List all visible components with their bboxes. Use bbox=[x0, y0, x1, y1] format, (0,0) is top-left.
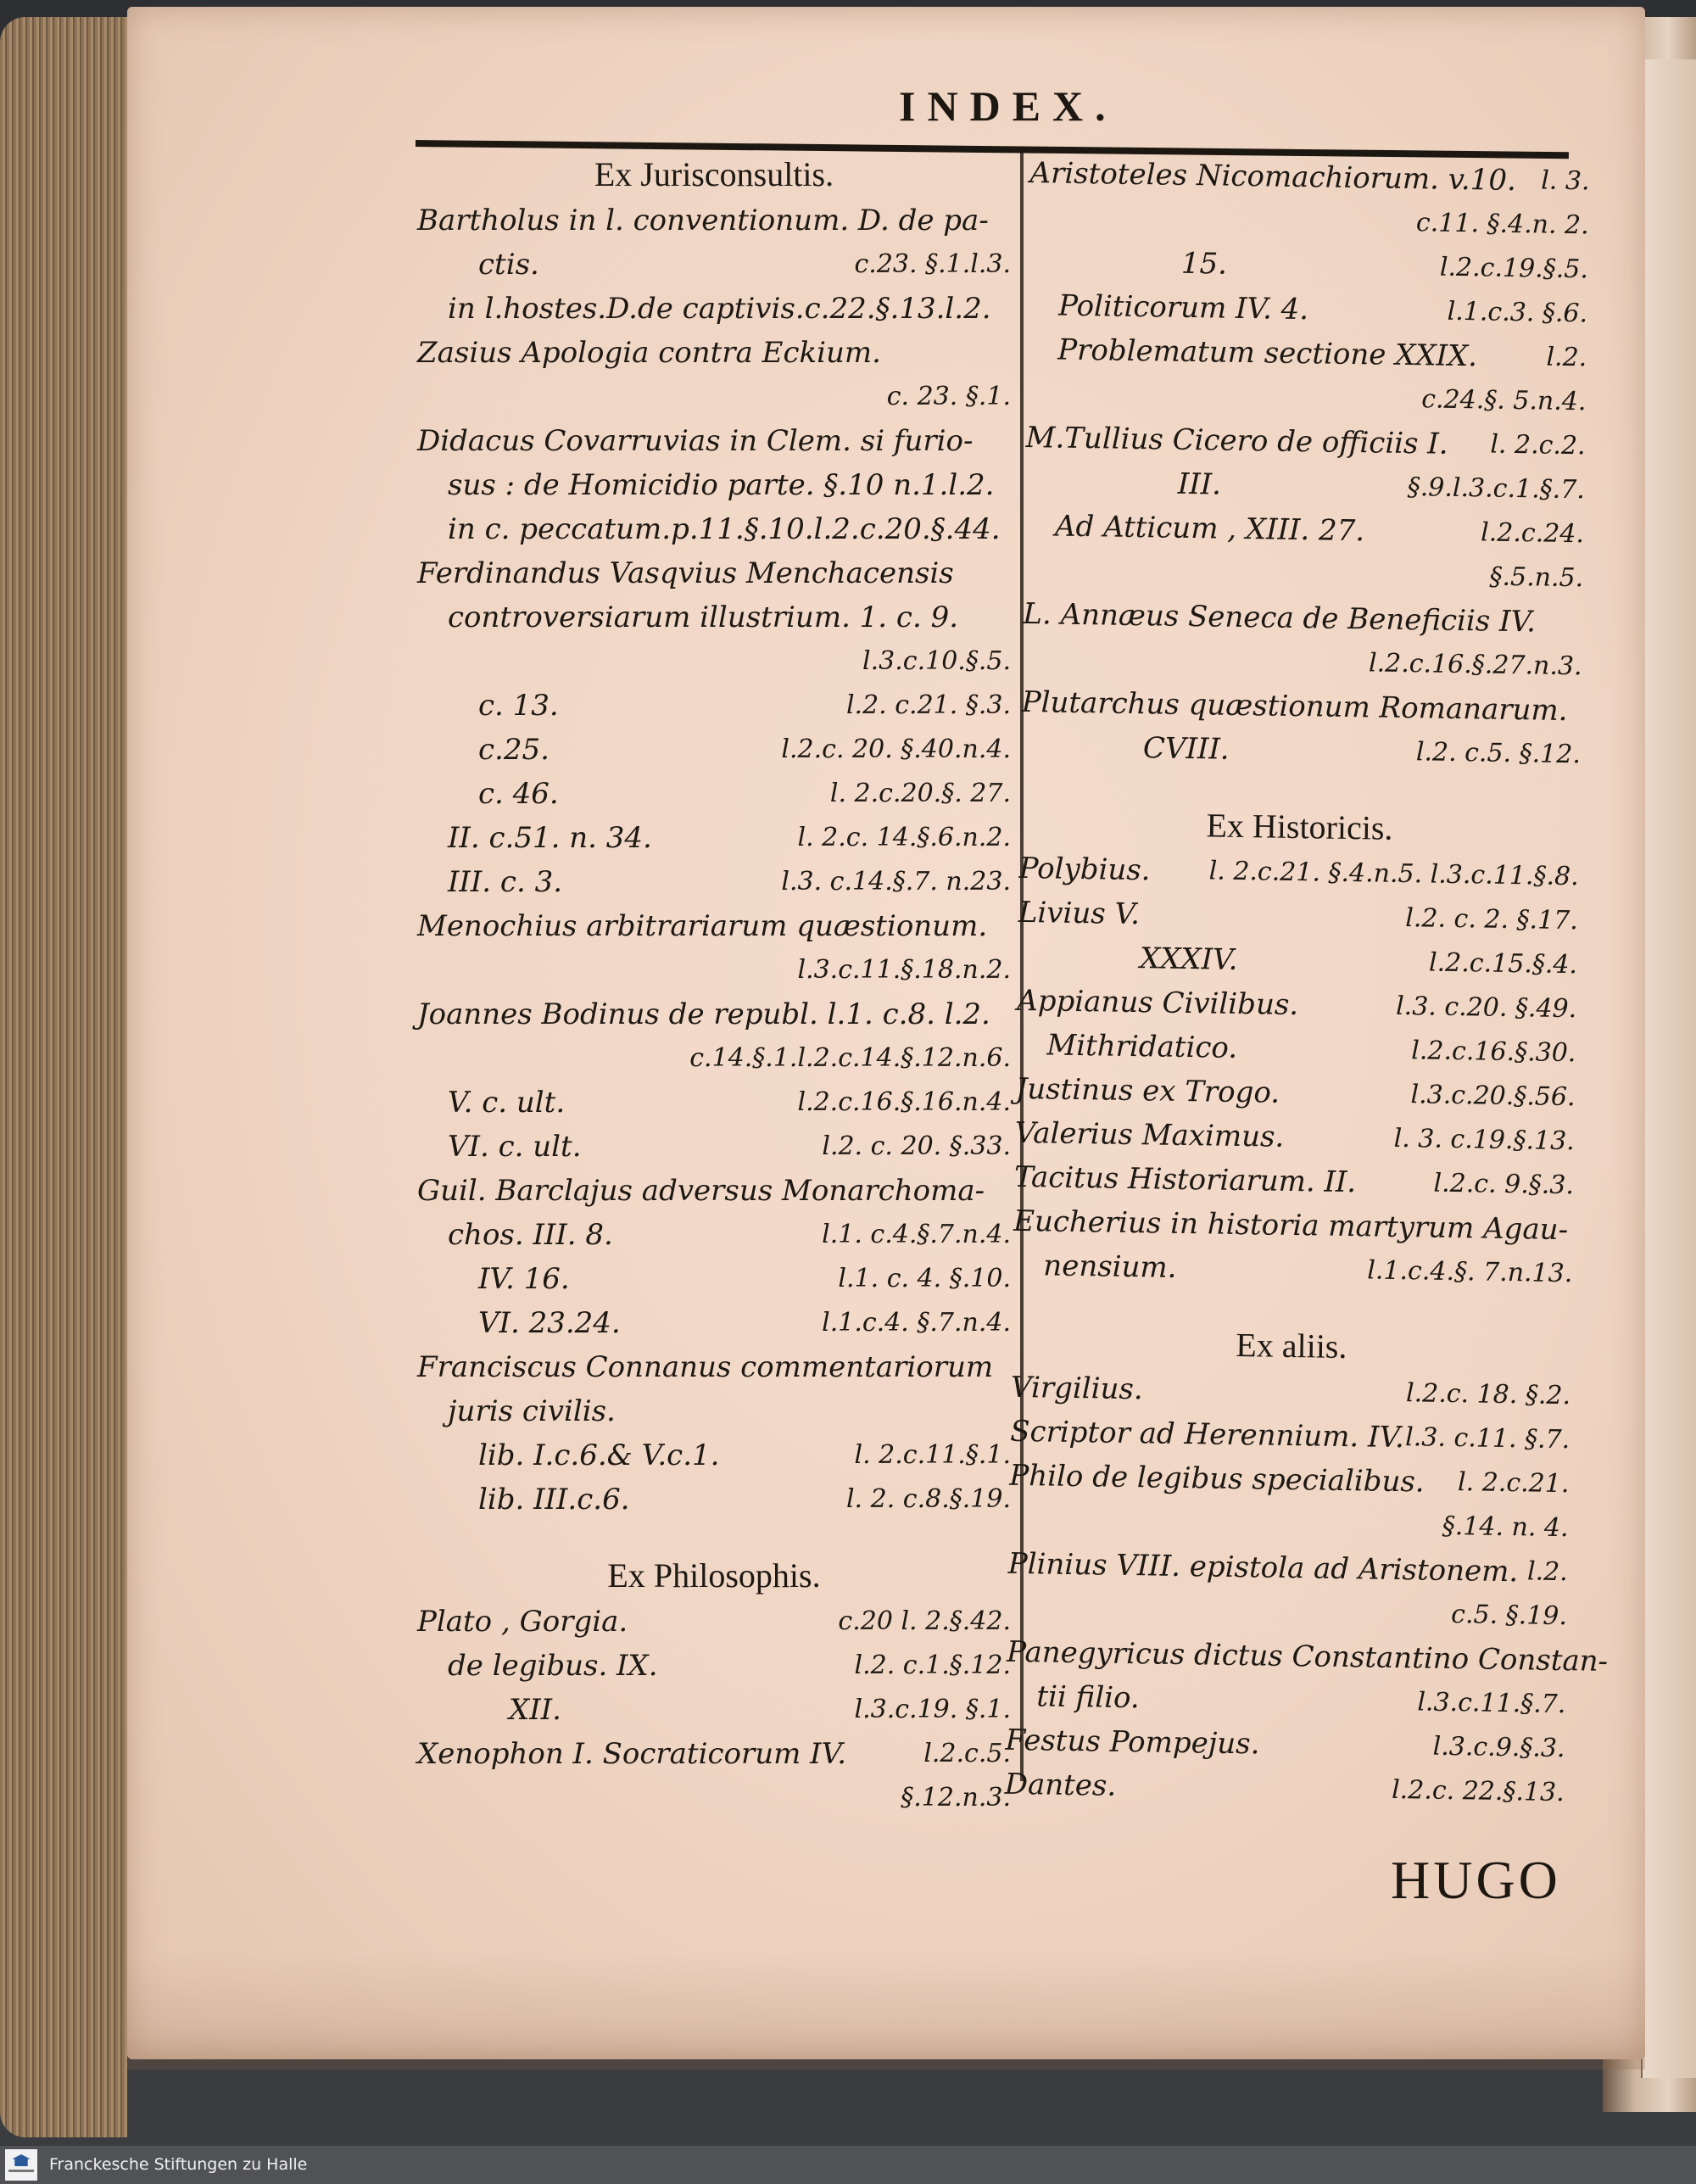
index-entry bbox=[417, 1644, 1011, 1688]
index-entry bbox=[417, 375, 1011, 419]
entry-reference: l.1.c.4.§. 7.n.13. bbox=[1367, 1255, 1573, 1289]
entry-reference: l.3. c.20. §.49. bbox=[1395, 991, 1577, 1025]
entry-reference: l.1. c.4.§.7.n.4. bbox=[822, 1220, 1011, 1249]
entry-title: Dantes. bbox=[1004, 1767, 1117, 1803]
entry-title: Eucherius in historia martyrum Agau- bbox=[1013, 1204, 1569, 1248]
index-column-left bbox=[417, 151, 1011, 1820]
entry-reference: l.1.c.3. §.6. bbox=[1447, 296, 1588, 329]
index-entry bbox=[417, 1345, 1011, 1389]
entry-title: 15. bbox=[1180, 246, 1228, 282]
entry-title: Franciscus Connanus commentariorum bbox=[417, 1350, 994, 1384]
index-entry bbox=[417, 1600, 1011, 1644]
entry-title: c. 46. bbox=[478, 777, 559, 811]
entry-title: Virgilius. bbox=[1010, 1370, 1144, 1407]
index-entry bbox=[1021, 724, 1582, 777]
entry-title: Didacus Covarruvias in Clem. si furio- bbox=[417, 424, 974, 458]
entry-title: Bartholus in l. conventionum. D. de pa- bbox=[417, 204, 989, 237]
entry-title: CVIII. bbox=[1142, 731, 1230, 767]
entry-reference: l.2.c.5. bbox=[923, 1739, 1011, 1768]
franckesche-stiftungen-logo-icon bbox=[5, 2149, 37, 2181]
index-entry bbox=[417, 198, 1011, 243]
index-entry bbox=[417, 816, 1011, 860]
section-heading: Ex Jurisconsultis. bbox=[594, 155, 834, 193]
index-entry bbox=[417, 1213, 1011, 1257]
entry-reference: l.2. c. 20. §.33. bbox=[822, 1131, 1011, 1161]
index-entry bbox=[417, 1301, 1011, 1345]
entry-title: Politicorum IV. 4. bbox=[1057, 288, 1309, 327]
entry-reference: l. 3. bbox=[1540, 165, 1590, 197]
entry-title: Aristoteles Nicomachiorum. v.10. bbox=[1029, 155, 1517, 198]
index-entry bbox=[417, 595, 1011, 640]
entry-reference: l. 2.c.20.§. 27. bbox=[829, 779, 1011, 808]
index-entry bbox=[417, 772, 1011, 816]
index-entry bbox=[417, 1081, 1011, 1125]
entry-reference: §.9.l.3.c.1.§.7. bbox=[1407, 472, 1586, 506]
section-spacer bbox=[417, 1522, 1011, 1552]
entry-reference: l.2. c.5. §.12. bbox=[1415, 737, 1582, 770]
entry-title: Mithridatico. bbox=[1046, 1028, 1238, 1065]
entry-title: IV. 16. bbox=[478, 1262, 570, 1296]
page-shadow bbox=[127, 1951, 1645, 2069]
index-entry bbox=[417, 1169, 1011, 1213]
entry-title: lib. I.c.6.& V.c.1. bbox=[478, 1438, 720, 1472]
entry-title: Festus Pompejus. bbox=[1005, 1723, 1260, 1762]
entry-reference: l.3.c.11.§.7. bbox=[1417, 1687, 1566, 1720]
entry-title: Tacitus Historiarum. II. bbox=[1013, 1159, 1357, 1200]
entry-reference: l.2.c. 22.§.13. bbox=[1391, 1774, 1565, 1808]
entry-reference: l. 2.c.21. §.4.n.5. l.3.c.11.§.8. bbox=[1208, 856, 1579, 892]
entry-title: Plinius VIII. epistola ad Aristonem. bbox=[1007, 1546, 1519, 1589]
index-entry bbox=[417, 904, 1011, 948]
catchword: HUGO bbox=[1391, 1850, 1561, 1910]
entry-reference: §.14. n. 4. bbox=[1442, 1511, 1569, 1544]
entry-title: chos. III. 8. bbox=[448, 1218, 613, 1252]
index-entry bbox=[417, 1257, 1011, 1301]
entry-reference: l.2.c.15.§.4. bbox=[1428, 947, 1578, 980]
entry-reference: l. 2.c.2. bbox=[1490, 429, 1586, 461]
entry-reference: l. 2.c.21. bbox=[1457, 1467, 1570, 1500]
entry-reference: l.3.c.11.§.18.n.2. bbox=[797, 955, 1011, 985]
footer-credit: Franckesche Stiftungen zu Halle bbox=[49, 2155, 308, 2174]
index-entry bbox=[417, 1389, 1011, 1433]
index-entry bbox=[417, 684, 1011, 728]
index-entry bbox=[417, 243, 1011, 287]
index-entry bbox=[417, 419, 1011, 463]
entry-title: Xenophon I. Socraticorum IV. bbox=[417, 1737, 846, 1771]
entry-reference: l.2. bbox=[1526, 1556, 1569, 1588]
entry-reference: l.2.c.16.§.30. bbox=[1411, 1036, 1576, 1069]
index-entry bbox=[417, 1433, 1011, 1477]
entry-reference: l.1. c. 4. §.10. bbox=[838, 1264, 1011, 1293]
entry-title: III. c. 3. bbox=[448, 865, 563, 899]
entry-reference: l.2.c.16.§.27.n.3. bbox=[1368, 648, 1582, 682]
index-entry bbox=[417, 463, 1011, 507]
entry-title: Ad Atticum , XIII. 27. bbox=[1054, 509, 1365, 549]
entry-reference: l.2.c.24. bbox=[1480, 517, 1585, 550]
entry-title: M.Tullius Cicero de officiis I. bbox=[1025, 420, 1448, 461]
entry-reference: l.2.c.19.§.5. bbox=[1439, 252, 1589, 285]
entry-reference: §.12.n.3. bbox=[901, 1783, 1011, 1813]
running-head: INDEX. bbox=[899, 82, 1118, 130]
entry-title: Scriptor ad Herennium. IV. bbox=[1009, 1414, 1405, 1455]
entry-reference: l.1.c.4. §.7.n.4. bbox=[822, 1308, 1011, 1338]
index-entry bbox=[417, 287, 1011, 331]
entry-title: XXXIV. bbox=[1139, 941, 1238, 977]
entry-title: II. c.51. n. 34. bbox=[448, 821, 652, 855]
entry-title: ctis. bbox=[478, 248, 539, 282]
index-entry bbox=[417, 1477, 1011, 1522]
index-entry bbox=[417, 1036, 1011, 1081]
entry-title: lib. III.c.6. bbox=[478, 1483, 630, 1517]
entry-reference: l. 3. c.19.§.13. bbox=[1393, 1123, 1576, 1157]
index-entry bbox=[417, 1125, 1011, 1169]
entry-reference: l.2. c.1.§.12. bbox=[854, 1651, 1011, 1680]
entry-reference: c.20 l. 2.§.42. bbox=[838, 1606, 1011, 1636]
entry-reference: l.2. c.21. §.3. bbox=[845, 690, 1011, 720]
entry-title: VI. 23.24. bbox=[478, 1306, 621, 1340]
index-entry bbox=[417, 992, 1011, 1036]
entry-title: sus : de Homicidio parte. §.10 n.1.l.2. bbox=[448, 468, 995, 502]
entry-title: in l.hostes.D.de captivis.c.22.§.13.l.2. bbox=[448, 292, 991, 326]
entry-reference: l.2.c. 20. §.40.n.4. bbox=[781, 735, 1011, 764]
entry-title: Livius V. bbox=[1018, 895, 1141, 932]
entry-reference: c. 23. §.1. bbox=[886, 382, 1011, 411]
book-edge bbox=[0, 17, 127, 2137]
index-entry bbox=[417, 551, 1011, 595]
viewer-footer bbox=[0, 2146, 1696, 2184]
entry-title: VI. c. ult. bbox=[448, 1130, 582, 1164]
entry-title: de legibus. IX. bbox=[448, 1649, 658, 1683]
index-entry bbox=[1013, 1243, 1573, 1296]
entry-title: Problematum sectione XXIX. bbox=[1057, 332, 1478, 374]
entry-title: nensium. bbox=[1043, 1248, 1177, 1285]
entry-title: controversiarum illustrium. 1. c. 9. bbox=[448, 600, 959, 634]
entry-reference: l.3.c.19. §.1. bbox=[854, 1695, 1011, 1724]
index-entry bbox=[417, 1732, 1011, 1776]
entry-title: juris civilis. bbox=[448, 1394, 616, 1428]
entry-reference: l.2.c. 9.§.3. bbox=[1433, 1168, 1575, 1201]
index-entry bbox=[417, 640, 1011, 684]
index-column-right bbox=[1004, 151, 1609, 1815]
entry-title: Plato , Gorgia. bbox=[417, 1605, 628, 1639]
index-entry bbox=[417, 331, 1011, 375]
entry-reference: l.3.c.10.§.5. bbox=[862, 646, 1011, 676]
entry-title: III. bbox=[1177, 466, 1222, 502]
entry-title: Valerius Maximus. bbox=[1014, 1115, 1285, 1154]
entry-title: Justinus ex Trogo. bbox=[1015, 1071, 1280, 1110]
entry-title: Philo de legibus specialibus. bbox=[1009, 1458, 1425, 1500]
index-entry bbox=[417, 728, 1011, 772]
index-entry bbox=[417, 860, 1011, 904]
entry-title: XII. bbox=[509, 1693, 561, 1727]
entry-title: L. Annæus Seneca de Beneficiis IV. bbox=[1023, 596, 1537, 640]
entry-reference: l.2.c.16.§.16.n.4. bbox=[797, 1087, 1011, 1117]
entry-title: Polybius. bbox=[1018, 851, 1151, 888]
entry-reference: l.3.c.20.§.56. bbox=[1410, 1080, 1576, 1113]
entry-reference: c.23. §.1.l.3. bbox=[854, 249, 1011, 279]
entry-title: in c. peccatum.p.11.§.10.l.2.c.20.§.44. bbox=[448, 512, 1001, 546]
entry-reference: l. 2.c.11.§.1. bbox=[854, 1440, 1011, 1470]
entry-reference: c.24.§. 5.n.4. bbox=[1420, 384, 1587, 417]
entry-title: tii filio. bbox=[1036, 1679, 1141, 1716]
entry-title: c.25. bbox=[478, 733, 550, 767]
entry-title: Plutarchus quæstionum Romanarum. bbox=[1021, 684, 1568, 729]
entry-reference: l. 2.c. 14.§.6.n.2. bbox=[797, 823, 1011, 852]
entry-reference: l.3. c.11. §.7. bbox=[1404, 1422, 1570, 1455]
section-heading: Ex Philosophis. bbox=[607, 1556, 821, 1595]
entry-title: Joannes Bodinus de republ. l.1. c.8. l.2. bbox=[417, 997, 990, 1031]
entry-title: Menochius arbitrariarum quæstionum. bbox=[417, 909, 988, 943]
facing-page-edge bbox=[1641, 59, 1696, 2078]
entry-reference: c.11. §.4.n. 2. bbox=[1415, 208, 1589, 241]
entry-reference: c.5. §.19. bbox=[1450, 1600, 1568, 1632]
entry-reference: l. 2. c.8.§.19. bbox=[845, 1484, 1011, 1514]
section-heading: Ex aliis. bbox=[1236, 1325, 1347, 1366]
entry-title: c. 13. bbox=[478, 689, 559, 723]
index-entry bbox=[417, 507, 1011, 551]
index-entry bbox=[417, 1688, 1011, 1732]
entry-title: Panegyricus dictus Constantino Constan- bbox=[1006, 1634, 1609, 1678]
index-entry bbox=[1004, 1762, 1565, 1815]
section-heading: Ex Historicis. bbox=[1206, 806, 1393, 847]
entry-reference: §.5.n.5. bbox=[1489, 561, 1584, 594]
entry-reference: l.3. c.14.§.7. n.23. bbox=[781, 867, 1011, 897]
entry-reference: l.3.c.9.§.3. bbox=[1432, 1731, 1565, 1764]
entry-reference: l.2. bbox=[1546, 342, 1587, 373]
entry-title: Ferdinandus Vasqvius Menchacensis bbox=[417, 556, 954, 590]
entry-title: Zasius Apologia contra Eckium. bbox=[417, 336, 881, 370]
entry-reference: c.14.§.1.l.2.c.14.§.12.n.6. bbox=[689, 1043, 1011, 1073]
entry-reference: l.2.c. 18. §.2. bbox=[1405, 1378, 1571, 1411]
entry-title: Guil. Barclajus adversus Monarchoma- bbox=[417, 1174, 985, 1208]
entry-title: Appianus Civilibus. bbox=[1016, 983, 1299, 1023]
index-entry bbox=[417, 1776, 1011, 1820]
index-entry bbox=[417, 948, 1011, 992]
entry-reference: l.2. c. 2. §.17. bbox=[1404, 903, 1579, 936]
entry-title: V. c. ult. bbox=[448, 1086, 566, 1120]
